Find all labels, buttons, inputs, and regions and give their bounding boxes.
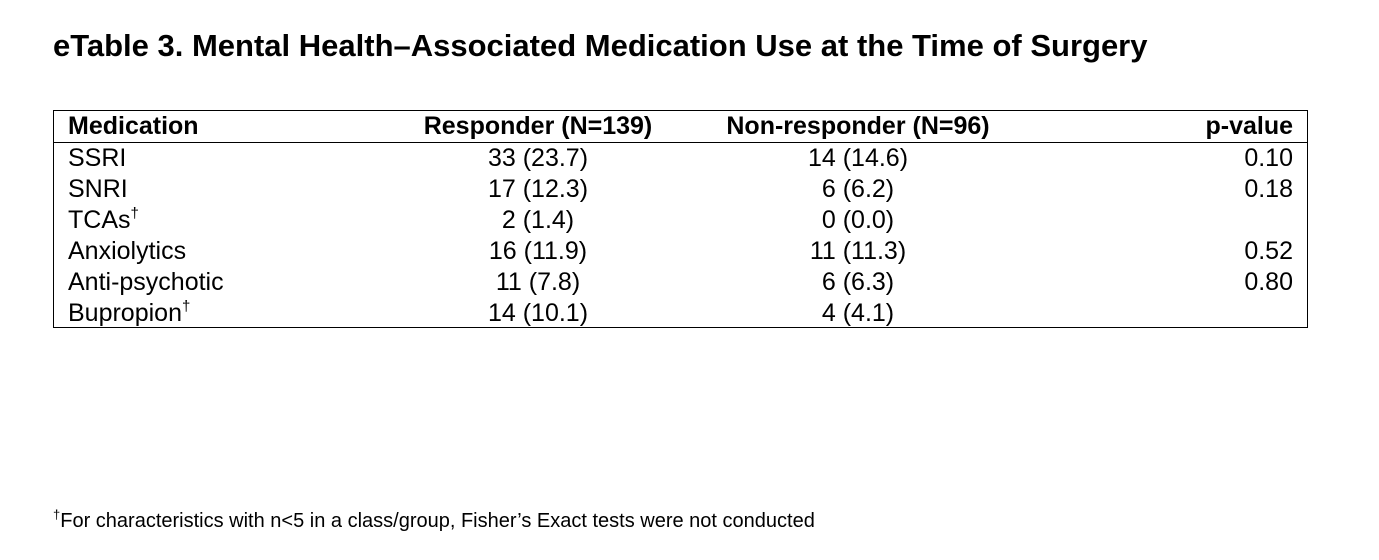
- non-responder-cell: 11 (11.3): [809, 237, 907, 265]
- header-medication: Medication: [68, 112, 199, 140]
- table-body: [54, 143, 1307, 330]
- responder-cell: 16 (11.9): [488, 237, 588, 265]
- footnote-dagger-marker: †: [53, 507, 61, 522]
- p-value-cell: 0.18: [1244, 175, 1293, 203]
- page-title: eTable 3. Mental Health–Associated Medication Use at the Time of Surgery: [53, 28, 1148, 63]
- header-row: [54, 111, 1307, 143]
- p-value-cell: 0.80: [1244, 268, 1293, 296]
- responder-cell: 2 (1.4): [501, 206, 575, 234]
- table-row: [54, 298, 1307, 329]
- header-responder: Responder (N=139): [423, 112, 653, 140]
- non-responder-cell: 14 (14.6): [807, 144, 909, 172]
- medication-name: TCAs: [68, 206, 131, 234]
- medication-name: SNRI: [68, 175, 128, 203]
- non-responder-cell: 6 (6.3): [821, 268, 895, 296]
- table-row: [54, 267, 1307, 298]
- responder-cell: 11 (7.8): [495, 268, 581, 296]
- medication-name: Anxiolytics: [68, 237, 187, 265]
- medication-name: Bupropion: [68, 299, 182, 327]
- medication-cell: [54, 205, 358, 236]
- table-row: [54, 174, 1307, 205]
- table-row: [54, 236, 1307, 267]
- medication-cell: [54, 143, 358, 175]
- header-p-value: p-value: [1205, 112, 1293, 140]
- responder-cell: 33 (23.7): [487, 144, 589, 172]
- responder-cell: 17 (12.3): [487, 175, 589, 203]
- dagger-marker: †: [130, 205, 139, 222]
- p-value-cell: [998, 298, 1307, 329]
- medication-table: [54, 111, 1307, 329]
- dagger-marker: †: [181, 298, 191, 315]
- medication-table-frame: [53, 110, 1308, 328]
- p-value-cell: 0.10: [1244, 144, 1293, 172]
- p-value-cell: [998, 205, 1307, 236]
- non-responder-cell: 6 (6.2): [821, 175, 895, 203]
- medication-cell: [54, 298, 358, 329]
- medication-cell: [54, 174, 358, 205]
- p-value-cell: 0.52: [1244, 237, 1293, 265]
- non-responder-cell: 4 (4.1): [821, 299, 895, 327]
- footnote: [53, 508, 815, 534]
- medication-name: SSRI: [68, 144, 127, 172]
- footnote-text: For characteristics with n<5 in a class/group, Fisher’s Exact tests were not conducted: [60, 510, 815, 532]
- header-non-responder: Non-responder (N=96): [726, 112, 990, 140]
- non-responder-cell: 0 (0.0): [821, 206, 895, 234]
- medication-name: Anti-psychotic: [68, 268, 224, 296]
- table-row: [54, 143, 1307, 175]
- medication-cell: [54, 267, 358, 298]
- table-header: [54, 111, 1307, 143]
- medication-cell: [54, 236, 358, 267]
- responder-cell: 14 (10.1): [487, 299, 589, 327]
- table-row: [54, 205, 1307, 236]
